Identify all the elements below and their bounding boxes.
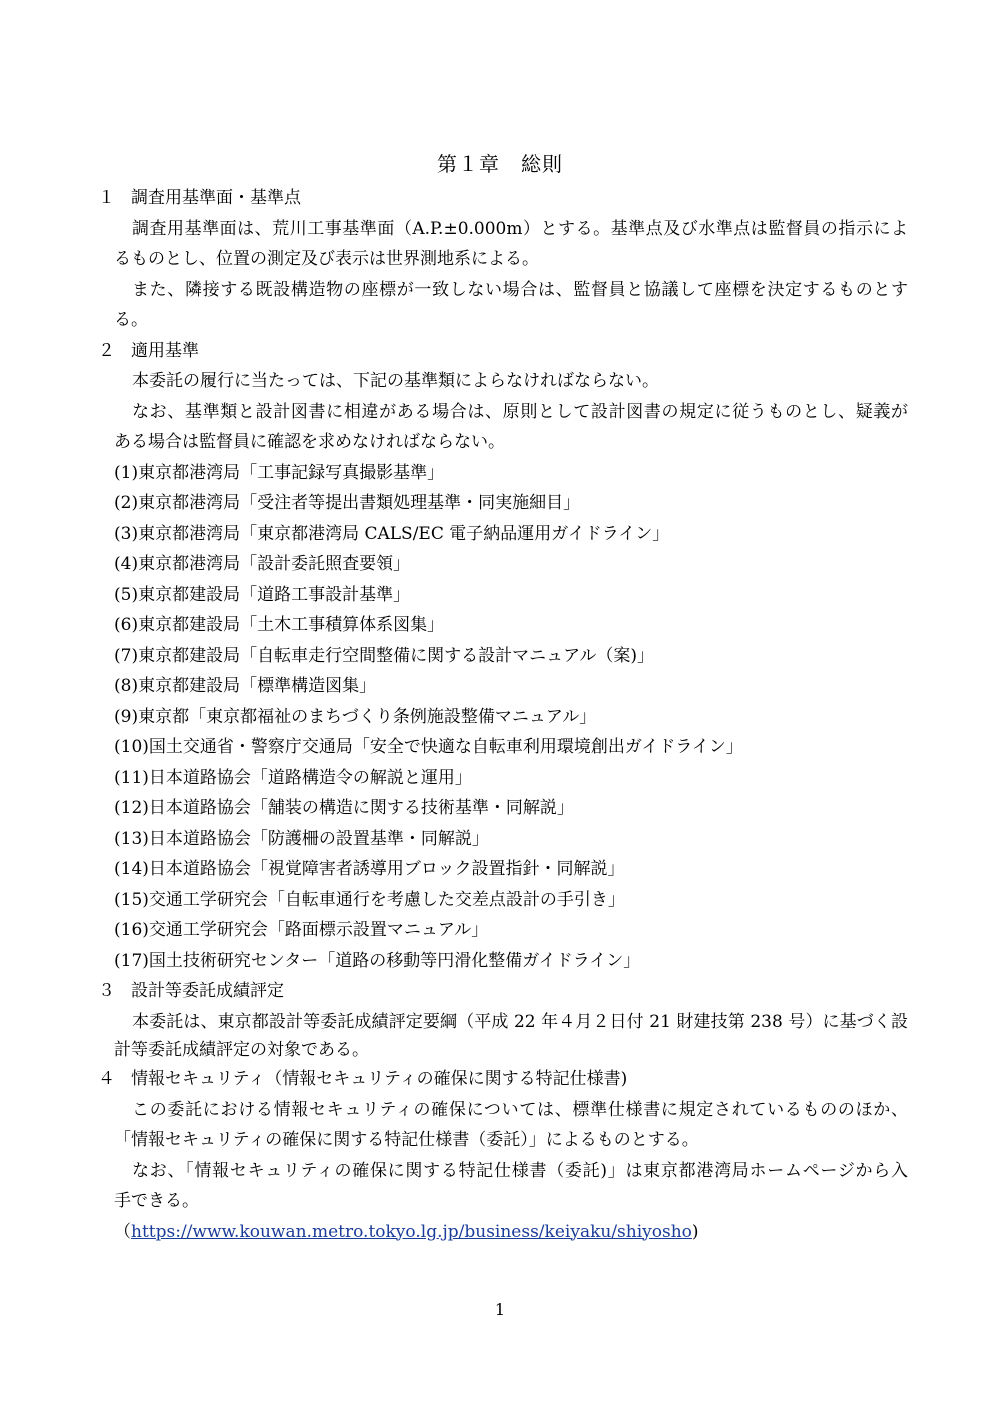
security-spec-link[interactable]: https://www.kouwan.metro.tokyo.lg.jp/business/keiyaku/shiyosho <box>131 1221 692 1242</box>
paragraph-line: 手できる。 <box>114 1191 199 1211</box>
paragraph-line: 計等委託成績評定の対象である。 <box>114 1040 369 1060</box>
url-open-paren: （ <box>114 1221 131 1242</box>
standards-list <box>98 458 908 977</box>
paragraph-line: なお、基準類と設計図書に相違がある場合は、原則として設計図書の規定に従うものとし、疑義が <box>132 401 908 422</box>
list-item: (14)日本道路協会「視覚障害者誘導用ブロック設置指針・同解説」 <box>114 859 625 879</box>
page-number: 1 <box>494 1300 506 1319</box>
section-4-heading <box>98 1064 908 1095</box>
paragraph-line: 「情報セキュリティの確保に関する特記仕様書（委託）」によるものとする。 <box>114 1130 699 1150</box>
section-heading-text: 情報セキュリティ（情報セキュリティの確保に関する特記仕様書) <box>131 1069 628 1089</box>
list-item: (1)東京都港湾局「工事記録写真撮影基準」 <box>114 462 445 483</box>
section-heading-text: 適用基準 <box>131 340 199 361</box>
section-number: ４ <box>98 1069 115 1089</box>
list-item: (7)東京都建設局「自転車走行空間整備に関する設計マニュアル（案)」 <box>114 645 655 666</box>
list-item: (10)国土交通省・警察庁交通局「安全で快適な自転車利用環境創出ガイドライン」 <box>114 737 743 757</box>
list-item: (5)東京都建設局「道路工事設計基準」 <box>114 584 411 605</box>
section-heading-text: 設計等委託成績評定 <box>131 981 284 1001</box>
paragraph-line: 本委託の履行に当たっては、下記の基準類によらなければならない。 <box>132 371 659 391</box>
list-item: (3)東京都港湾局「東京都港湾局 CALS/EC 電子納品運用ガイドライン」 <box>114 523 670 544</box>
section-1-heading <box>98 183 908 214</box>
chapter-title: 第１章 総則 <box>437 152 563 176</box>
list-item: (16)交通工学研究会「路面標示設置マニュアル」 <box>114 920 489 940</box>
list-item: (8)東京都建設局「標準構造図集」 <box>114 676 377 696</box>
paragraph-line: また、隣接する既設構造物の座標が一致しない場合は、監督員と協議して座標を決定するものとす <box>132 279 908 300</box>
paragraph-line: る。 <box>114 310 148 330</box>
list-item: (11)日本道路協会「道路構造令の解説と運用」 <box>114 767 472 788</box>
url-close-paren: ) <box>691 1221 699 1242</box>
section-2-heading <box>98 336 908 367</box>
paragraph-line: るものとし、位置の測定及び表示は世界測地系による。 <box>114 249 539 269</box>
url-line <box>98 1217 908 1248</box>
document-body <box>98 183 908 1247</box>
section-3-heading <box>98 976 908 1007</box>
list-item: (6)東京都建設局「土木工事積算体系図集」 <box>114 615 445 635</box>
list-item: (17)国土技術研究センター「道路の移動等円滑化整備ガイドライン」 <box>114 950 641 971</box>
list-item: (9)東京都「東京都福祉のまちづくり条例施設整備マニュアル」 <box>114 706 597 727</box>
section-number: ２ <box>98 340 115 361</box>
section-number: １ <box>98 188 115 208</box>
list-item: (13)日本道路協会「防護柵の設置基準・同解説」 <box>114 828 489 849</box>
section-number: ３ <box>98 981 115 1001</box>
section-heading-text: 調査用基準面・基準点 <box>131 188 301 208</box>
paragraph-line: この委託における情報セキュリティの確保については、標準仕様書に規定されているもののほか、 <box>132 1099 908 1120</box>
list-item: (12)日本道路協会「舗装の構造に関する技術基準・同解説」 <box>114 798 574 818</box>
list-item: (15)交通工学研究会「自転車通行を考慮した交差点設計の手引き」 <box>114 889 625 910</box>
list-item: (2)東京都港湾局「受注者等提出書類処理基準・同実施細目」 <box>114 493 581 513</box>
paragraph-line: 調査用基準面は、荒川工事基準面（A.P.±0.000m）とする。基準点及び水準点は監督員の指示によ <box>132 218 908 239</box>
paragraph-line: なお、「情報セキュリティの確保に関する特記仕様書（委託)」は東京都港湾局ホームページから入 <box>132 1160 908 1181</box>
list-item: (4)東京都港湾局「設計委託照査要領」 <box>114 554 411 574</box>
paragraph-line: ある場合は監督員に確認を求めなければならない。 <box>114 432 505 452</box>
paragraph-line: 本委託は、東京都設計等委託成績評定要綱（平成 22 年４月２日付 21 財建技第 238 号）に基づく設 <box>132 1011 908 1032</box>
